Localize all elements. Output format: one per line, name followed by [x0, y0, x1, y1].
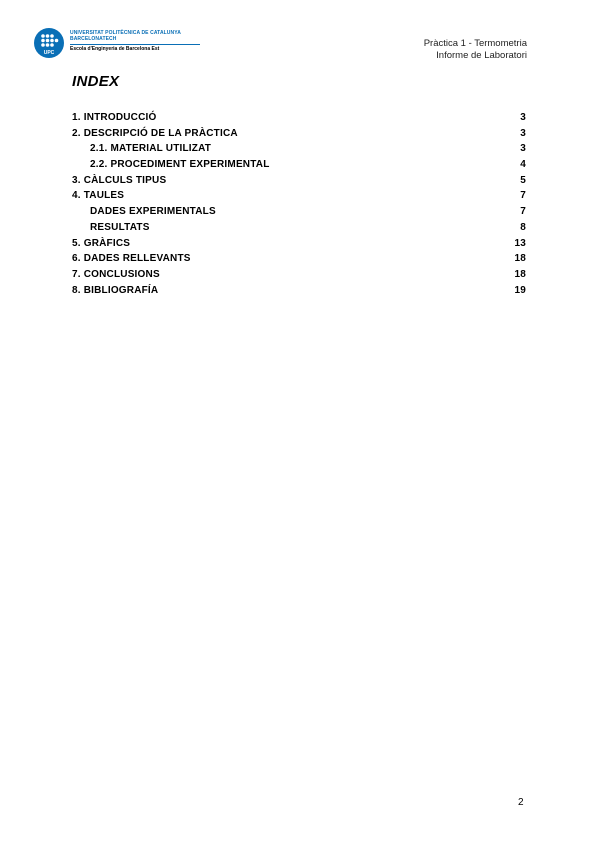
toc-entry-page: 5 [520, 174, 526, 186]
toc-entry[interactable] [72, 267, 526, 283]
header-practice-title: Pràctica 1 - Termometria [423, 38, 527, 49]
toc-entry-label: 5. GRÀFICS [72, 237, 131, 249]
toc-entry-page: 3 [520, 127, 526, 139]
toc-entry-label: RESULTATS [90, 221, 150, 233]
toc-entry[interactable] [72, 141, 526, 157]
toc-entry-label: 7. CONCLUSIONS [72, 268, 160, 280]
toc-entry-page: 4 [520, 159, 526, 171]
table-of-contents [72, 110, 526, 298]
toc-entry-label: 1. INTRODUCCIÓ [72, 112, 157, 123]
toc-entry[interactable] [72, 188, 526, 204]
page-number: 2 [518, 797, 524, 808]
toc-entry[interactable] [72, 220, 526, 236]
page-title: INDEX [72, 73, 120, 90]
upc-emblem-icon [34, 28, 64, 58]
toc-entry-page: 13 [514, 237, 526, 249]
toc-entry[interactable] [72, 173, 526, 189]
university-logo [34, 28, 200, 58]
toc-entry-label: 2. DESCRIPCIÓ DE LA PRÀCTICA [72, 127, 238, 139]
toc-entry-label: 8. BIBLIOGRAFÍA [72, 284, 159, 296]
document-header-info [424, 38, 527, 62]
toc-entry[interactable] [72, 110, 526, 126]
toc-entry-page: 3 [520, 143, 526, 155]
toc-entry[interactable] [72, 157, 526, 173]
toc-entry-page: 19 [514, 284, 526, 296]
logo-tagline: BARCELONATECH [70, 36, 117, 42]
toc-entry-label: 4. TAULES [72, 190, 125, 202]
toc-entry[interactable] [72, 204, 526, 220]
logo-divider [70, 44, 200, 45]
logo-school-name: Escola d'Enginyeria de Barcelona Est [70, 45, 160, 52]
toc-entry[interactable] [72, 251, 526, 267]
toc-entry-label: DADES EXPERIMENTALS [90, 206, 216, 218]
toc-entry-label: 2.2. PROCEDIMENT EXPERIMENTAL [90, 159, 270, 171]
upc-badge-text: UPC [43, 50, 55, 56]
toc-entry-page: 8 [520, 221, 526, 233]
toc-entry-page: 7 [520, 206, 526, 218]
toc-entry[interactable] [72, 126, 526, 142]
toc-entry-page: 7 [520, 190, 526, 202]
header-report-type: Informe de Laboratori [436, 50, 527, 61]
toc-entry-page: 18 [514, 253, 526, 265]
toc-entry-label: 3. CÀLCULS TIPUS [72, 174, 167, 186]
toc-entry[interactable] [72, 236, 526, 252]
toc-entry-page: 18 [514, 268, 526, 280]
toc-entry-label: 6. DADES RELLEVANTS [72, 253, 191, 265]
logo-university-name: UNIVERSITAT POLITÈCNICA DE CATALUNYA [70, 30, 181, 36]
toc-entry-page: 3 [520, 112, 526, 123]
toc-entry-label: 2.1. MATERIAL UTILIZAT [90, 143, 212, 155]
toc-entry[interactable] [72, 283, 526, 299]
